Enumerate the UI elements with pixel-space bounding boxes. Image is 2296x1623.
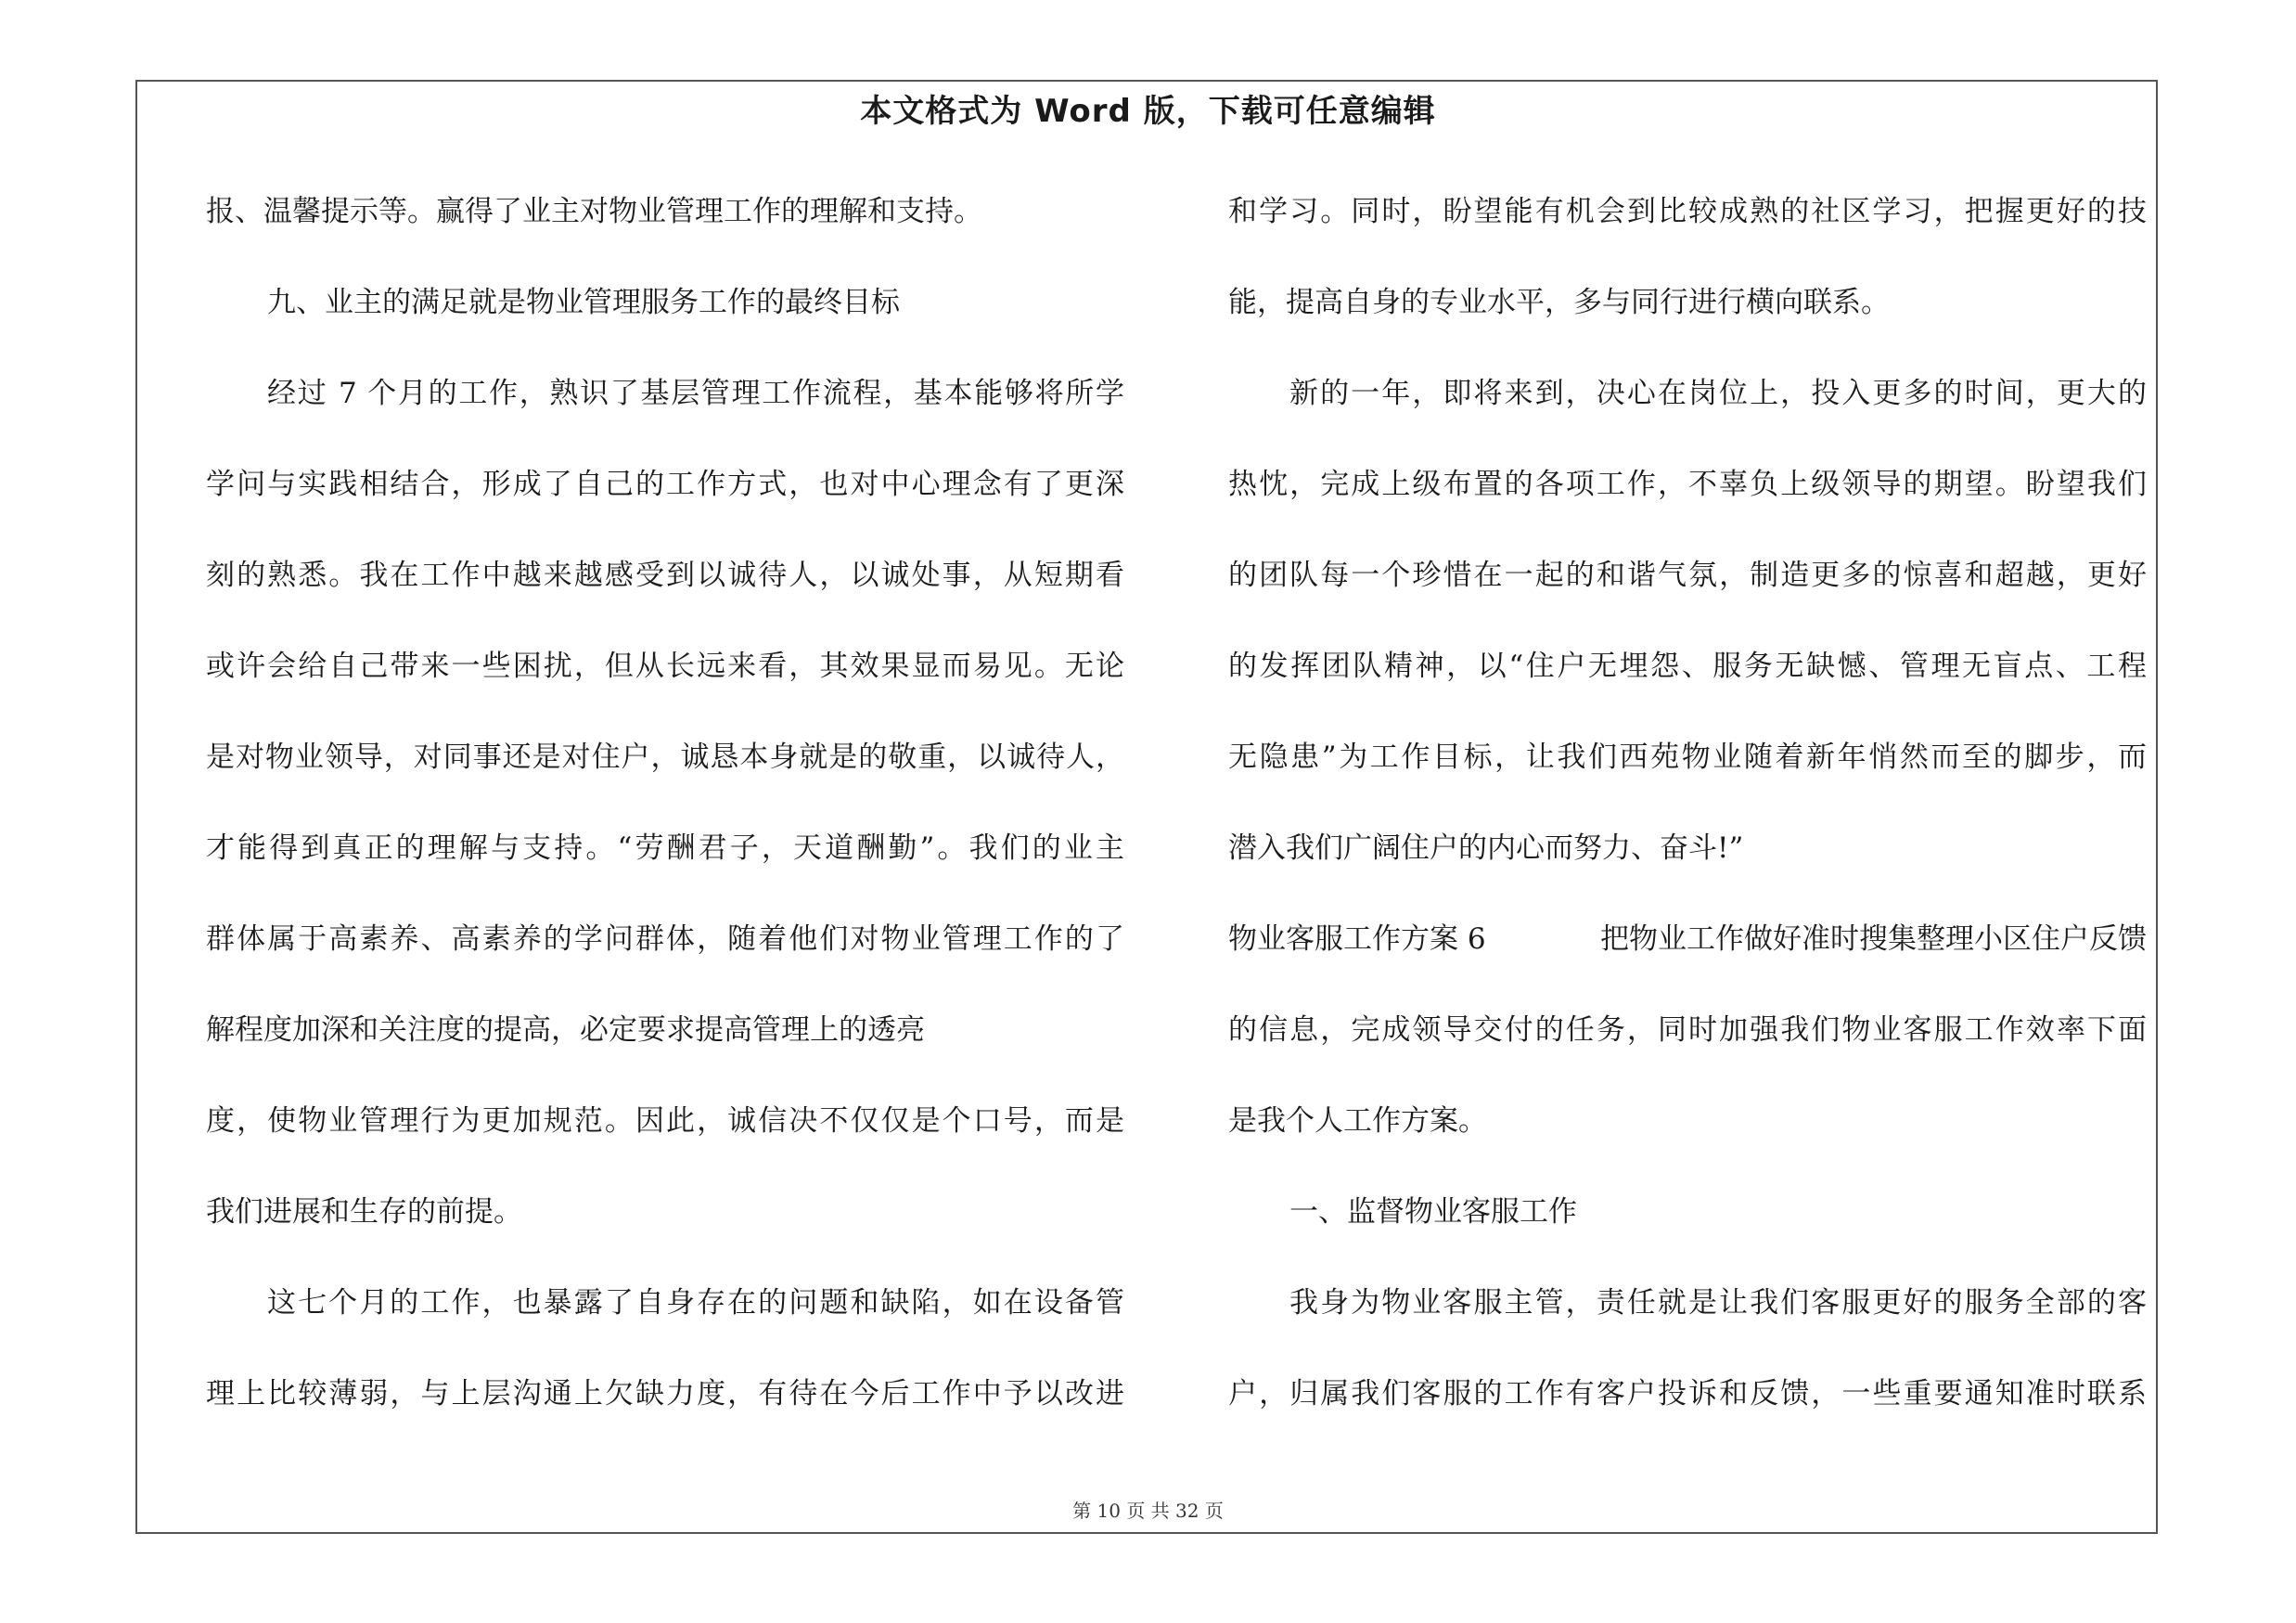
paragraph-line: 的信息，完成领导交付的任务，同时加强我们物业客服工作效率下面 (1228, 1013, 2147, 1047)
paragraph-line: 和学习。同时，盼望能有机会到比较成熟的社区学习，把握更好的技 (1228, 195, 2147, 228)
paragraph-line: 理上比较薄弱，与上层沟通上欠缺力度，有待在今后工作中予以改进 (206, 1377, 1124, 1410)
paragraph-line: 是我个人工作方案。 (1228, 1104, 1487, 1138)
page-number-footer: 第 10 页 共 32 页 (1072, 1500, 1224, 1522)
paragraph-line: 户，归属我们客服的工作有客户投诉和反馈，一些重要通知准时联系 (1228, 1377, 2147, 1410)
left-column (206, 184, 1124, 1457)
paragraph-line: 或许会给自己带来一些困扰，但从长远来看，其效果显而易见。无论 (206, 650, 1124, 683)
paragraph-line: 度，使物业管理行为更加规范。因此，诚信决不仅仅是个口号，而是 (206, 1104, 1124, 1138)
paragraph-line: 我们进展和生存的前提。 (206, 1195, 522, 1229)
section-heading-plan-6 (1228, 911, 2147, 1002)
section-heading-nine: 九、业主的满足就是物业管理服务工作的最终目标 (267, 286, 900, 319)
paragraph-line: 我身为物业客服主管，责任就是让我们客服更好的服务全部的客 (1289, 1286, 2147, 1320)
paragraph-line: 才能得到真正的理解与支持。“劳酬君子，天道酬勤”。我们的业主 (206, 831, 1124, 865)
paragraph-line: 的发挥团队精神，以“住户无埋怨、服务无缺憾、管理无盲点、工程 (1228, 650, 2147, 683)
right-column (1228, 184, 2147, 1457)
paragraph-line: 是对物业领导，对同事还是对住户，诚恳本身就是的敬重，以诚待人， (206, 741, 1124, 774)
paragraph-line: 新的一年，即将来到，决心在岗位上，投入更多的时间，更大的 (1289, 377, 2147, 410)
format-banner: 本文格式为 Word 版，下载可任意编辑 (860, 93, 1436, 130)
paragraph-line: 经过 7 个月的工作，熟识了基层管理工作流程，基本能够将所学 (267, 377, 1124, 410)
paragraph-line: 潜入我们广阔住户的内心而努力、奋斗!” (1228, 831, 1744, 865)
section-heading-text: 把物业工作做好准时搜集整理小区住户反馈 (1600, 922, 2147, 956)
section-heading-one: 一、监督物业客服工作 (1289, 1195, 1577, 1229)
paragraph-line: 能，提高自身的专业水平，多与同行进行横向联系。 (1228, 286, 1890, 319)
section-heading-title: 物业客服工作方案 6 (1228, 922, 1486, 956)
paragraph-line: 的团队每一个珍惜在一起的和谐气氛，制造更多的惊喜和超越，更好 (1228, 559, 2147, 592)
paragraph-line: 群体属于高素养、高素养的学问群体，随着他们对物业管理工作的了 (206, 922, 1124, 956)
paragraph-line: 这七个月的工作，也暴露了自身存在的问题和缺陷，如在设备管 (267, 1286, 1124, 1320)
paragraph-line: 报、温馨提示等。赢得了业主对物业管理工作的理解和支持。 (206, 195, 982, 228)
paragraph-line: 学问与实践相结合，形成了自己的工作方式，也对中心理念有了更深 (206, 468, 1124, 501)
paragraph-line: 刻的熟悉。我在工作中越来越感受到以诚待人，以诚处事，从短期看 (206, 559, 1124, 592)
paragraph-line: 解程度加深和关注度的提高，必定要求提高管理上的透亮 (206, 1013, 925, 1047)
paragraph-line: 热忱，完成上级布置的各项工作，不辜负上级领导的期望。盼望我们 (1228, 468, 2147, 501)
paragraph-line: 无隐患”为工作目标，让我们西苑物业随着新年悄然而至的脚步，而 (1228, 741, 2147, 774)
